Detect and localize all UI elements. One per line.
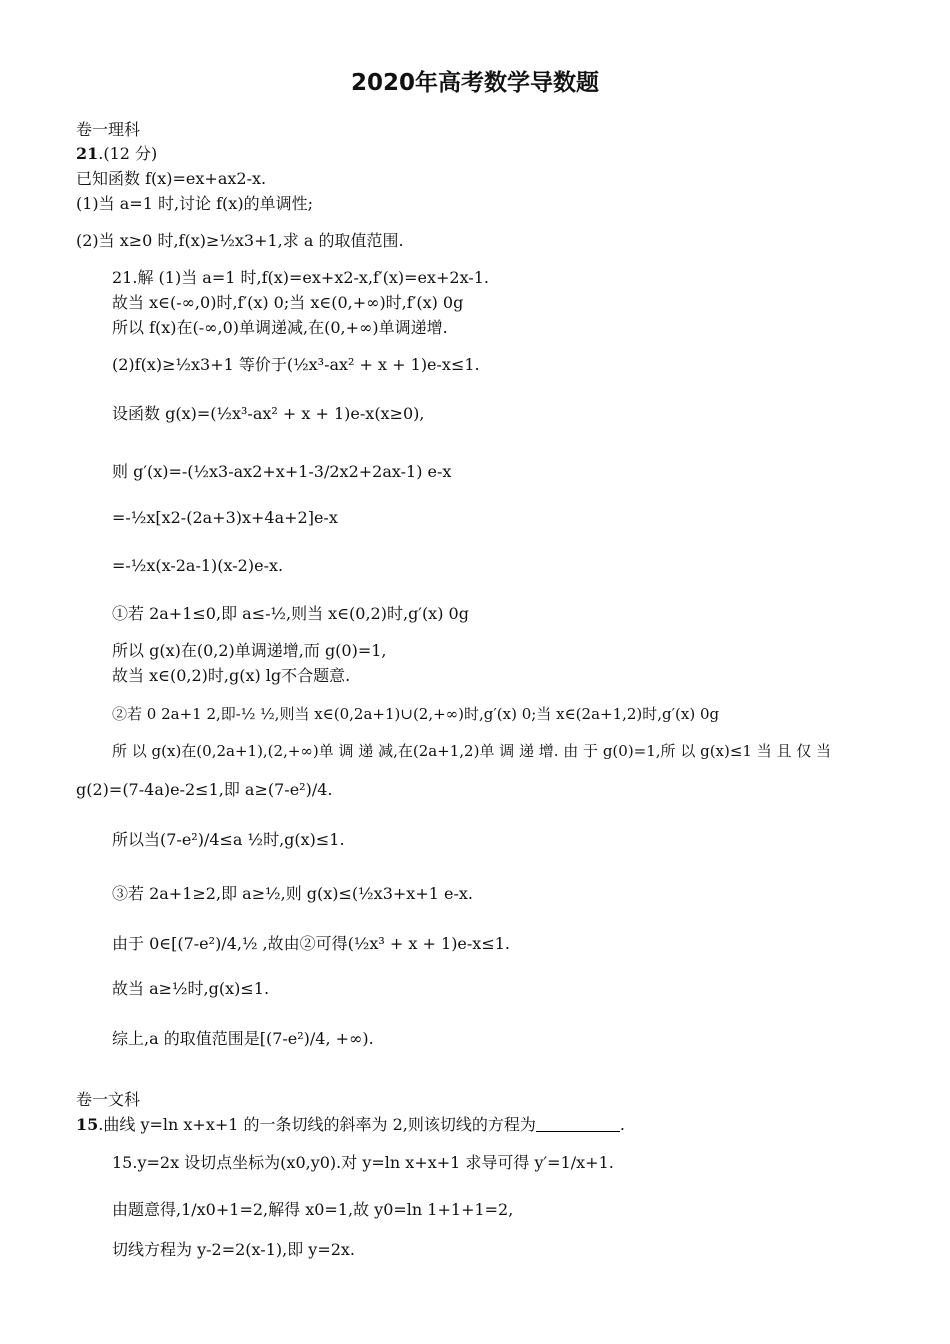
solution-21-line: 由于 0∈[(7-e²)/4,½ ,故由②可得(½x³ + x + 1)e-x≤1.	[112, 934, 511, 953]
solution-21-line: 则 g′(x)=-(½x3-ax2+x+1-3/2x2+2ax-1) e-x	[112, 462, 452, 481]
section-heading-arts: 卷一文科	[76, 1090, 141, 1109]
question-21-part1: (1)当 a=1 时,讨论 f(x)的单调性;	[76, 194, 313, 213]
solution-21-line: ②若 0 2a+1 2,即-½ ½,则当 x∈(0,2a+1)∪(2,+∞)时,g′(x) 0;当 x∈(2a+1,2)时,g′(x) 0g	[112, 705, 720, 723]
solution-15-line: 切线方程为 y-2=2(x-1),即 y=2x.	[112, 1240, 356, 1259]
page-title: 2020年高考数学导数题	[350, 70, 599, 96]
solution-15-line: 由题意得,1/x0+1=2,解得 x0=1,故 y0=ln 1+1+1=2,	[112, 1200, 514, 1219]
question-body: .曲线 y=ln x+x+1 的一条切线的斜率为 2,则该切线的方程为	[98, 1115, 536, 1134]
solution-21-line: 设函数 g(x)=(½x³-ax² + x + 1)e-x(x≥0),	[112, 404, 425, 423]
solution-21-line: =-½x[x2-(2a+3)x+4a+2]e-x	[112, 508, 338, 527]
solution-21-line: 综上,a 的取值范围是[(7-e²)/4, +∞).	[112, 1029, 374, 1048]
solution-21-line: g(2)=(7-4a)e-2≤1,即 a≥(7-e²)/4.	[76, 780, 333, 799]
question-end: .	[619, 1115, 625, 1134]
question-21-text: 已知函数 f(x)=ex+ax2-x.	[76, 169, 267, 188]
answer-blank	[536, 1117, 620, 1132]
question-21-part2: (2)当 x≥0 时,f(x)≥½x3+1,求 a 的取值范围.	[76, 231, 404, 250]
solution-21-line: 故当 a≥½时,g(x)≤1.	[112, 979, 270, 998]
question-21-header	[76, 144, 157, 164]
solution-21-line: 故当 x∈(-∞,0)时,f′(x) 0;当 x∈(0,+∞)时,f′(x) 0g	[112, 293, 464, 312]
solution-21-line: =-½x(x-2a-1)(x-2)e-x.	[112, 556, 284, 575]
question-number: 21	[76, 144, 99, 163]
solution-21-line: 所以 f(x)在(-∞,0)单调递减,在(0,+∞)单调递增.	[112, 318, 448, 337]
solution-21-line: 故当 x∈(0,2)时,g(x) lg不合题意.	[112, 666, 351, 685]
solution-15-line: 15.y=2x 设切点坐标为(x0,y0).对 y=ln x+x+1 求导可得 y′=1/x+1.	[112, 1153, 614, 1172]
solution-21-line: (2)f(x)≥½x3+1 等价于(½x³-ax² + x + 1)e-x≤1.	[112, 355, 480, 374]
solution-21-line: 所以当(7-e²)/4≤a ½时,g(x)≤1.	[112, 830, 345, 849]
section-heading-science: 卷一理科	[76, 120, 141, 139]
solution-21-line: 所 以 g(x)在(0,2a+1),(2,+∞)单 调 递 减,在(2a+1,2)单 调 递 增. 由 于 g(0)=1,所 以 g(x)≤1 当 且 仅 当	[112, 742, 832, 760]
solution-21-line: ①若 2a+1≤0,即 a≤-½,则当 x∈(0,2)时,g′(x) 0g	[112, 604, 469, 623]
solution-21-line: ③若 2a+1≥2,即 a≥½,则 g(x)≤(½x3+x+1 e-x.	[112, 884, 473, 903]
question-15-text	[76, 1115, 625, 1135]
question-points: .(12 分)	[98, 144, 158, 163]
solution-21-line: 21.解 (1)当 a=1 时,f(x)=ex+x2-x,f′(x)=ex+2x-1.	[112, 268, 489, 287]
solution-21-line: 所以 g(x)在(0,2)单调递增,而 g(0)=1,	[112, 641, 387, 660]
question-number: 15	[76, 1115, 99, 1134]
